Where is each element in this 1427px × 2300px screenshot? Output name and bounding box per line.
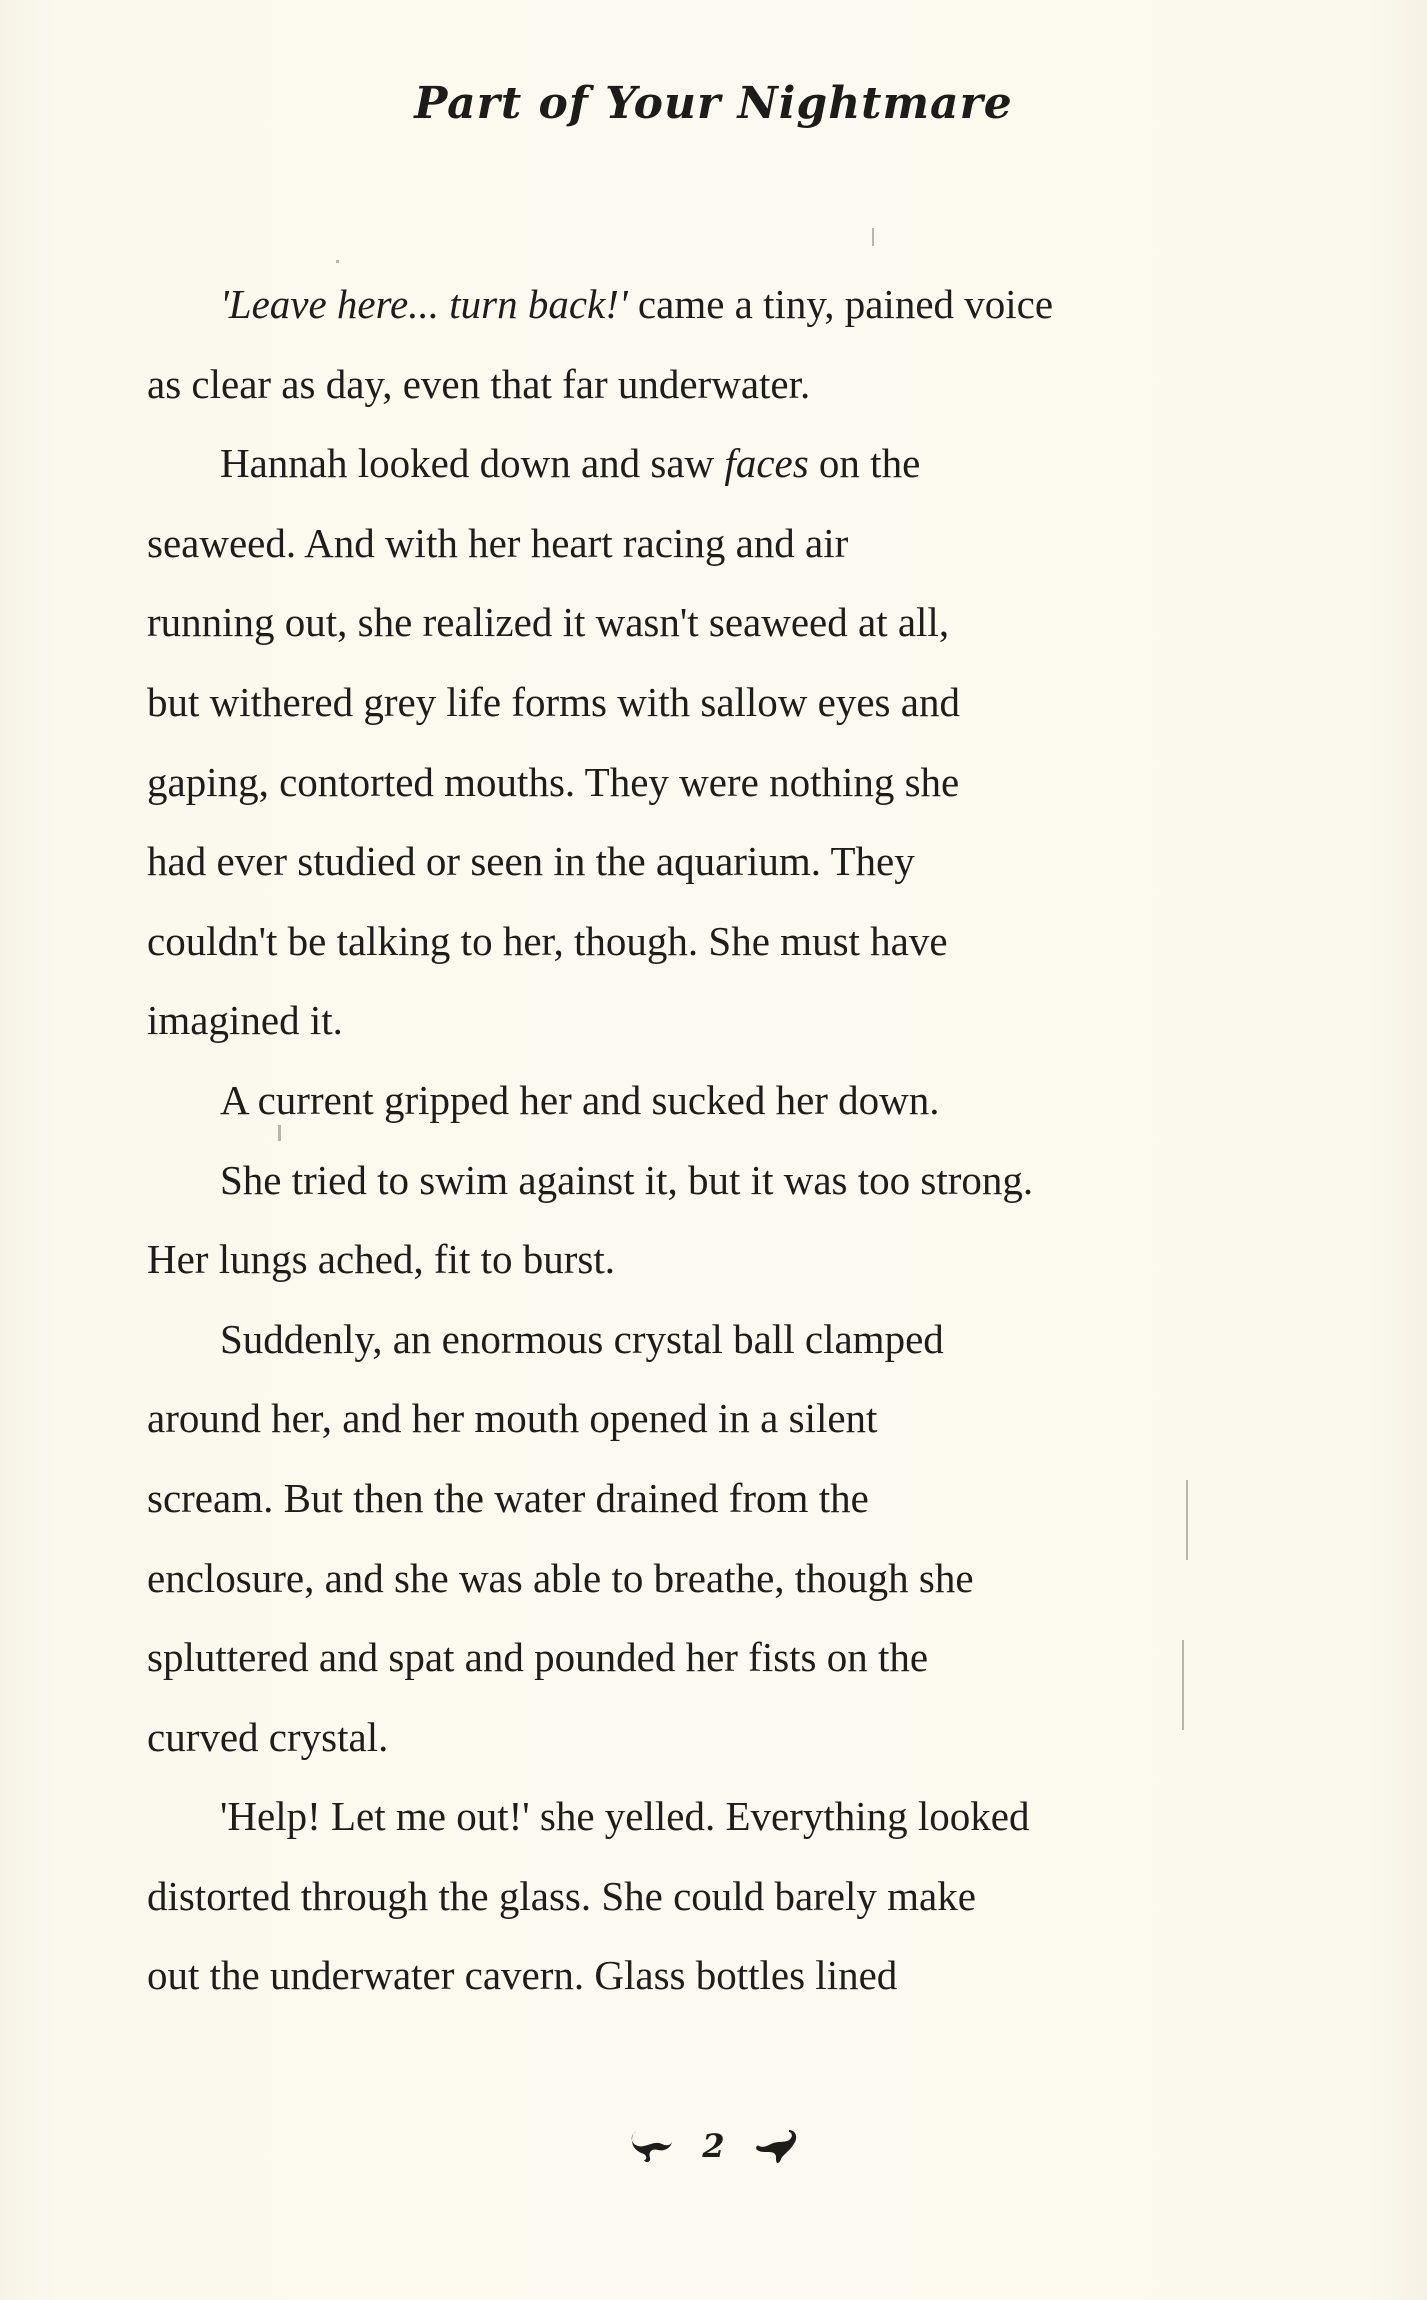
text-run: imagined it. <box>147 997 343 1044</box>
text-line <box>147 1061 1267 1141</box>
italic-text: faces <box>724 440 809 487</box>
text-run: curved crystal. <box>147 1713 389 1760</box>
text-line <box>147 345 1267 425</box>
text-line <box>147 1300 1267 1380</box>
text-run: but withered grey life forms with sallow eyes and <box>147 678 960 725</box>
body-text <box>147 265 1267 2016</box>
text-run: had ever studied or seen in the aquarium. They <box>147 838 915 885</box>
running-head: Part of Your Nightmare <box>414 78 1013 129</box>
text-line <box>147 1459 1267 1539</box>
text-line <box>147 1618 1267 1698</box>
text-run: Suddenly, an enormous crystal ball clamped <box>220 1315 944 1362</box>
text-line <box>147 1698 1267 1778</box>
text-run: around her, and her mouth opened in a silent <box>147 1395 878 1442</box>
text-run: gaping, contorted mouths. They were nothing she <box>147 758 960 805</box>
text-line <box>147 902 1267 982</box>
text-line <box>147 663 1267 743</box>
tentacle-ornament-right-icon <box>753 2126 799 2166</box>
text-run: She tried to swim against it, but it was too strong. <box>220 1156 1034 1203</box>
text-line <box>147 1539 1267 1619</box>
text-run: Her lungs ached, fit to burst. <box>147 1236 615 1283</box>
text-line <box>147 504 1267 584</box>
tentacle-ornament-left-icon <box>628 2126 674 2166</box>
page-footer <box>0 2126 1427 2196</box>
text-run: enclosure, and she was able to breathe, though she <box>147 1554 974 1601</box>
text-line <box>147 1379 1267 1459</box>
text-run: A current gripped her and sucked her down. <box>220 1076 940 1123</box>
text-line <box>147 1857 1267 1937</box>
text-run: running out, she realized it wasn't seaweed at all, <box>147 599 950 646</box>
text-run: out the underwater cavern. Glass bottles lined <box>147 1952 898 1999</box>
paper-speck <box>278 1125 281 1141</box>
text-run: on the <box>808 440 921 487</box>
text-run: couldn't be talking to her, though. She must have <box>147 917 948 964</box>
text-run: seaweed. And with her heart racing and air <box>147 519 849 566</box>
text-line <box>147 1141 1267 1221</box>
text-run: 'Help! Let me out!' she yelled. Everything looked <box>220 1793 1030 1840</box>
text-line <box>147 743 1267 823</box>
text-line <box>147 424 1267 504</box>
page-number: 2 <box>702 2127 725 2165</box>
text-line <box>147 265 1267 345</box>
text-line <box>147 583 1267 663</box>
text-line <box>147 1777 1267 1857</box>
paper-speck <box>1186 1480 1188 1560</box>
text-run: as clear as day, even that far underwater. <box>147 360 811 407</box>
text-run: distorted through the glass. She could barely make <box>147 1872 976 1919</box>
text-run: scream. But then the water drained from the <box>147 1474 869 1521</box>
text-run: spluttered and spat and pounded her fists on the <box>147 1634 929 1681</box>
italic-text: 'Leave here... turn back!' <box>220 281 628 327</box>
paper-speck <box>872 228 874 246</box>
text-line <box>147 981 1267 1061</box>
text-run: Hannah looked down and saw <box>220 440 725 487</box>
text-line <box>147 1936 1267 2016</box>
paper-speck <box>1182 1640 1184 1730</box>
paper-speck <box>336 260 339 263</box>
text-line <box>147 1220 1267 1300</box>
text-run: came a tiny, pained voice <box>627 281 1054 327</box>
text-line <box>147 822 1267 902</box>
